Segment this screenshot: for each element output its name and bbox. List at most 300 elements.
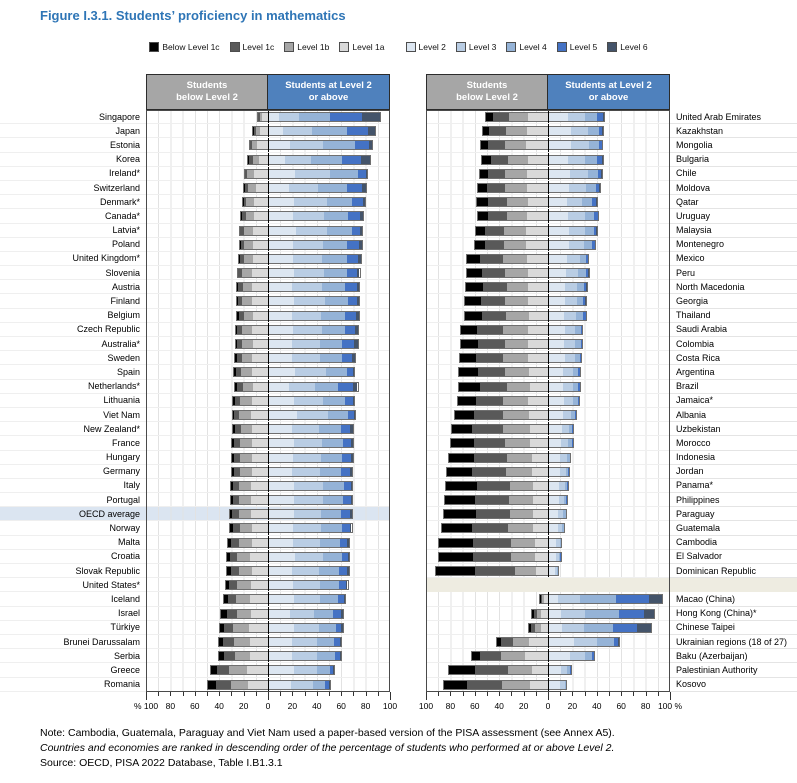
segment-level-1a [527, 127, 548, 135]
bar-plot [426, 592, 670, 606]
zero-line [268, 110, 269, 123]
segment-below-level-1c [455, 411, 474, 419]
segment-level-2 [548, 624, 562, 632]
segment-level-2 [548, 156, 568, 164]
zero-line [548, 294, 549, 307]
segment-level-1a [528, 156, 548, 164]
segment-level-3 [564, 312, 576, 320]
segment-level-2 [268, 156, 285, 164]
segment-level-1a [250, 553, 268, 561]
axis-tick [170, 692, 171, 696]
zero-line [268, 252, 269, 265]
stacked-bar [442, 524, 564, 532]
zero-line [548, 678, 549, 691]
segment-level-3 [567, 255, 580, 263]
zero-line [268, 153, 269, 166]
country-label: Czech Republic [0, 323, 146, 337]
segment-level-6 [346, 581, 348, 589]
bar-plot [426, 479, 670, 493]
country-label: Dominican Republic [670, 564, 797, 578]
country-row [426, 408, 797, 422]
axis-tick-label: 60 [470, 700, 480, 711]
segment-level-1b [502, 681, 529, 689]
stacked-bar [532, 610, 654, 618]
country-row [0, 408, 390, 422]
legend-label: Level 2 [418, 42, 446, 52]
country-row [426, 536, 797, 550]
segment-level-3 [558, 595, 579, 603]
segment-level-5 [343, 496, 350, 504]
stacked-bar [445, 496, 567, 504]
segment-below-level-1c [466, 283, 482, 291]
segment-level-3 [292, 425, 319, 433]
segment-level-1c [485, 241, 505, 249]
country-row [426, 238, 797, 252]
segment-below-level-1c [478, 184, 487, 192]
segment-level-1c [216, 681, 231, 689]
zero-line [548, 365, 549, 378]
segment-level-1b [511, 539, 535, 547]
segment-level-1b [505, 269, 528, 277]
segment-level-1b [505, 184, 526, 192]
segment-level-3 [565, 326, 575, 334]
zero-line [268, 635, 269, 648]
segment-level-3 [560, 454, 567, 462]
country-row [426, 380, 797, 394]
country-label: OECD average [0, 507, 146, 521]
segment-level-6 [357, 283, 359, 291]
country-row [0, 224, 390, 238]
axis-tick [487, 692, 488, 696]
segment-level-1a [528, 326, 548, 334]
segment-level-4 [323, 496, 344, 504]
segment-level-6 [598, 212, 599, 220]
country-row [0, 451, 390, 465]
segment-level-1a [256, 184, 268, 192]
segment-level-1b [504, 241, 526, 249]
segment-level-1b [503, 326, 528, 334]
country-row [426, 181, 797, 195]
segment-below-level-1c [461, 326, 477, 334]
segment-level-1a [257, 141, 268, 149]
stacked-bar [481, 141, 603, 149]
segment-level-6 [360, 212, 363, 220]
segment-level-1b [507, 454, 532, 462]
stacked-bar [540, 595, 662, 603]
bar-plot [146, 678, 390, 692]
segment-level-6 [351, 439, 352, 447]
bar-plot [146, 592, 390, 606]
segment-level-3 [293, 539, 320, 547]
segment-level-2 [548, 652, 570, 660]
country-label: United Arab Emirates [670, 110, 797, 124]
zero-line [548, 564, 549, 577]
segment-level-3 [295, 170, 329, 178]
header-text: Students [186, 79, 228, 91]
right-panel [418, 74, 797, 714]
segment-level-2 [548, 553, 556, 561]
segment-level-1b [239, 539, 252, 547]
stacked-bar [461, 326, 582, 334]
segment-level-6 [353, 397, 355, 405]
zero-line [268, 323, 269, 336]
segment-level-2 [268, 212, 293, 220]
segment-level-1a [529, 368, 548, 376]
legend-swatch-level-1b [284, 42, 294, 52]
header-text: Students [466, 79, 508, 91]
country-row [0, 337, 390, 351]
segment-level-4 [328, 411, 348, 419]
segment-level-1a [528, 113, 548, 121]
segment-level-5 [348, 297, 357, 305]
bar-plot [426, 663, 670, 677]
axis-tick [536, 692, 537, 696]
zero-line [268, 195, 269, 208]
country-row [426, 493, 797, 507]
zero-line [268, 224, 269, 237]
country-label: Ukrainian regions (18 of 27) [670, 635, 797, 649]
segment-level-2 [268, 496, 294, 504]
zero-line [268, 422, 269, 435]
segment-level-1b [510, 482, 533, 490]
country-label: Philippines [670, 493, 797, 507]
segment-level-1a [248, 681, 268, 689]
segment-level-1b [242, 326, 252, 334]
stacked-bar [237, 297, 359, 305]
bar-plot [146, 238, 390, 252]
country-label: Finland [0, 294, 146, 308]
legend-label: Below Level 1c [162, 42, 220, 52]
zero-line [548, 422, 549, 435]
segment-level-2 [268, 368, 295, 376]
country-label: Japan [0, 124, 146, 138]
zero-line [548, 408, 549, 421]
bar-plot [146, 394, 390, 408]
country-row [426, 266, 797, 280]
header-below-level2 [426, 74, 548, 110]
axis-tick [621, 692, 622, 696]
segment-level-6 [618, 638, 619, 646]
stacked-bar [467, 255, 588, 263]
bar-plot [146, 607, 390, 621]
stacked-bar [233, 397, 354, 405]
axis-tick-label: 100 % [657, 700, 683, 711]
axis-tick [305, 692, 306, 696]
segment-level-4 [322, 326, 345, 334]
segment-level-2 [268, 340, 292, 348]
segment-level-1c [501, 638, 513, 646]
country-label: Paraguay [670, 507, 797, 521]
segment-level-3 [294, 496, 323, 504]
bar-plot [146, 153, 390, 167]
segment-level-1b [241, 368, 252, 376]
segment-level-6 [357, 269, 359, 277]
bar-plot [146, 181, 390, 195]
country-row [426, 422, 797, 436]
segment-level-1a [250, 595, 268, 603]
country-row [0, 607, 390, 621]
segment-level-1c [231, 567, 239, 575]
segment-level-3 [293, 212, 324, 220]
bar-plot [426, 124, 670, 138]
bar-plot [426, 507, 670, 521]
segment-level-1a [252, 425, 268, 433]
country-row [0, 323, 390, 337]
segment-level-1b [240, 524, 252, 532]
segment-level-6 [360, 227, 362, 235]
segment-level-4 [315, 383, 338, 391]
segment-level-1b [507, 383, 530, 391]
segment-level-1b [239, 496, 251, 504]
country-label: Macao (China) [670, 592, 797, 606]
segment-level-5 [340, 539, 347, 547]
segment-below-level-1c [459, 383, 480, 391]
legend-swatch-level-4 [506, 42, 516, 52]
axis-tick [658, 692, 659, 696]
bar-plot [146, 564, 390, 578]
country-row [426, 607, 797, 621]
left-panel-headers [0, 74, 390, 110]
country-label: Albania [670, 408, 797, 422]
country-label: Latvia* [0, 224, 146, 238]
segment-level-1a [532, 454, 548, 462]
stacked-bar [220, 624, 343, 632]
country-label: Ireland* [0, 167, 146, 181]
country-row [426, 507, 797, 521]
country-row [426, 138, 797, 152]
segment-level-1c [474, 454, 507, 462]
country-row [426, 436, 797, 450]
zero-line [548, 153, 549, 166]
stacked-bar [482, 156, 603, 164]
stacked-bar [237, 312, 359, 320]
segment-level-4 [299, 113, 330, 121]
segment-level-2 [268, 326, 293, 334]
segment-level-1b [240, 468, 252, 476]
segment-level-2 [548, 482, 559, 490]
segment-level-2 [268, 681, 291, 689]
zero-line [268, 649, 269, 662]
segment-level-1b [507, 283, 529, 291]
bar-plot [426, 649, 670, 663]
segment-below-level-1c [436, 567, 475, 575]
segment-level-3 [568, 156, 585, 164]
segment-level-1b [236, 595, 250, 603]
segment-level-2 [268, 581, 293, 589]
segment-level-5 [616, 595, 649, 603]
stacked-bar [219, 652, 341, 660]
segment-level-1b [509, 113, 529, 121]
stacked-bar [465, 312, 586, 320]
country-label: Germany [0, 465, 146, 479]
legend-swatch-level-1a [339, 42, 349, 52]
segment-level-5 [342, 454, 351, 462]
country-label: Croatia [0, 550, 146, 564]
zero-line [268, 663, 269, 676]
bar-plot [146, 663, 390, 677]
segment-level-1c [227, 610, 237, 618]
axis-tick [438, 692, 439, 696]
country-row [0, 550, 390, 564]
axis-tick-label: 60 [190, 700, 200, 711]
segment-level-1c [482, 269, 505, 277]
country-label: Thailand [670, 309, 797, 323]
segment-below-level-1c [458, 397, 476, 405]
segment-below-level-1c [467, 255, 479, 263]
segment-level-1b [503, 425, 529, 433]
bar-plot [426, 238, 670, 252]
segment-level-4 [588, 127, 598, 135]
segment-level-4 [577, 297, 584, 305]
segment-below-level-1c [452, 425, 473, 433]
segment-level-4 [320, 354, 342, 362]
bar-plot [426, 181, 670, 195]
segment-level-6 [362, 184, 366, 192]
zero-line [268, 167, 269, 180]
zero-line [268, 479, 269, 492]
country-row [0, 181, 390, 195]
axis-tick-label: 80 [640, 700, 651, 711]
segment-level-1a [528, 397, 548, 405]
legend-swatch-level-2 [406, 42, 416, 52]
zero-line [548, 607, 549, 620]
segment-level-3 [564, 397, 574, 405]
header-text: Students at Level 2 [285, 79, 372, 91]
country-row [426, 649, 797, 663]
segment-level-1b [506, 468, 532, 476]
axis-tick [585, 692, 586, 696]
segment-level-3 [294, 510, 322, 518]
bar-plot [146, 436, 390, 450]
country-label: Uruguay [670, 209, 797, 223]
country-label: Uzbekistan [670, 422, 797, 436]
bar-plot [146, 323, 390, 337]
segment-level-5 [619, 610, 644, 618]
segment-level-3 [293, 524, 321, 532]
country-label: Singapore [0, 110, 146, 124]
bar-plot [426, 167, 670, 181]
segment-level-3 [292, 340, 320, 348]
bar-plot [146, 252, 390, 266]
segment-level-1a [529, 638, 548, 646]
ranking-note: Countries and economies are ranked in descending order of the percentage of students who performed at or above Level 2. [40, 742, 615, 754]
axis-tick [378, 692, 379, 696]
segment-level-6 [637, 624, 651, 632]
segment-level-6 [644, 610, 654, 618]
zero-line [548, 380, 549, 393]
segment-level-4 [319, 567, 339, 575]
segment-level-2 [548, 539, 557, 547]
segment-level-2 [548, 312, 564, 320]
segment-level-1a [525, 652, 548, 660]
segment-level-2 [268, 297, 294, 305]
country-row [0, 351, 390, 365]
bar-plot [426, 365, 670, 379]
zero-line [268, 507, 269, 520]
segment-level-3 [293, 326, 322, 334]
segment-level-1a [253, 383, 268, 391]
segment-level-1a [252, 468, 268, 476]
segment-level-3 [563, 383, 573, 391]
segment-level-1a [252, 454, 268, 462]
segment-level-1c [480, 383, 507, 391]
segment-level-1b [248, 184, 255, 192]
segment-level-5 [342, 524, 350, 532]
segment-level-1c [475, 666, 508, 674]
country-row [426, 592, 797, 606]
segment-level-6 [350, 468, 352, 476]
stacked-bar [451, 439, 573, 447]
bar-plot [426, 266, 670, 280]
axis-tick-label: 80 [165, 700, 176, 711]
zero-line [548, 465, 549, 478]
axis-tick-label: 20 [567, 700, 578, 711]
axis-tick [268, 692, 269, 700]
segment-level-2 [268, 312, 292, 320]
axis-tick-label: 40 [214, 700, 224, 711]
zero-line [548, 224, 549, 237]
bar-plot [146, 536, 390, 550]
segment-level-5 [345, 283, 357, 291]
zero-line [268, 280, 269, 293]
country-row [426, 337, 797, 351]
country-label: Argentina [670, 365, 797, 379]
segment-level-1c [223, 638, 234, 646]
zero-line [268, 493, 269, 506]
axis-tick [609, 692, 610, 696]
stacked-bar [235, 354, 355, 362]
stacked-bar [219, 638, 341, 646]
segment-level-1a [527, 212, 548, 220]
segment-level-4 [327, 227, 352, 235]
legend-item-level-4 [506, 42, 546, 52]
axis-tick [158, 692, 159, 696]
segment-level-1c [478, 368, 505, 376]
segment-level-4 [321, 510, 341, 518]
country-row [0, 635, 390, 649]
segment-level-6 [355, 326, 358, 334]
segment-level-2 [548, 326, 565, 334]
segment-level-4 [585, 212, 595, 220]
segment-level-2 [548, 212, 568, 220]
legend-item-level-1b [284, 42, 329, 52]
segment-level-6 [586, 312, 587, 320]
segment-level-2 [268, 482, 294, 490]
segment-level-4 [320, 539, 340, 547]
segment-level-1b [233, 624, 249, 632]
segment-level-3 [292, 283, 321, 291]
segment-level-1a [527, 170, 548, 178]
legend-item-below-level-1c [149, 42, 219, 52]
bar-plot [426, 224, 670, 238]
segment-level-2 [548, 255, 567, 263]
zero-line [548, 209, 549, 222]
stacked-bar [253, 127, 375, 135]
bar-plot [146, 621, 390, 635]
country-row [0, 578, 390, 592]
segment-level-5 [342, 354, 352, 362]
country-row [426, 252, 797, 266]
axis-tick [560, 692, 561, 696]
country-label: Viet Nam [0, 408, 146, 422]
country-label: Kazakhstan [670, 124, 797, 138]
zero-line [548, 195, 549, 208]
stacked-bar [477, 198, 597, 206]
segment-level-1b [239, 510, 251, 518]
bar-plot [146, 224, 390, 238]
segment-level-2 [268, 184, 289, 192]
segment-below-level-1c [472, 652, 481, 660]
